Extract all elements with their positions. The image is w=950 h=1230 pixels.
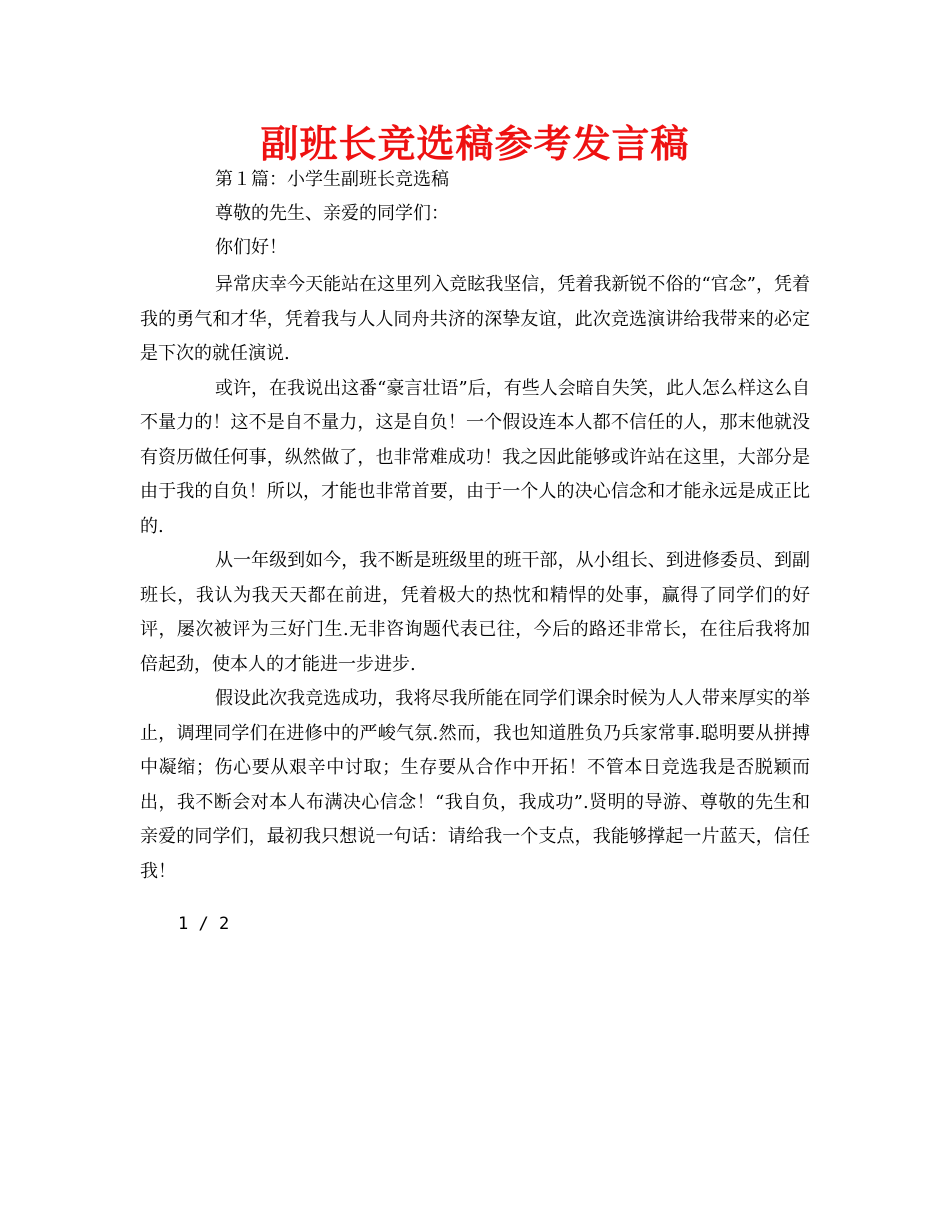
page-number: 1 / 2 (178, 914, 230, 934)
speech-body (140, 268, 810, 889)
paragraph: 或许，在我说出这番“豪言壮语”后，有些人会暗自失笑，此人怎么样这么自不量力的！这不是自不量力，这是自负！一个假设连本人都不信任的人，那末他就没有资历做任何事，纵然做了，也非常难成功！我之因此能够或许站在这里，大部分是由于我的自负！所以，才能也非常首要，由于一个人的决心信念和才能永远是成正比的. (140, 377, 810, 537)
salutation: 尊敬的先生、亲爱的同学们： (215, 203, 449, 224)
document-title: 副班长竞选稿参考发言稿 (260, 122, 690, 166)
greeting: 你们好！ (215, 237, 287, 258)
paragraph: 异常庆幸今天能站在这里列入竞眩我坚信，凭着我新锐不俗的“官念”，凭着我的勇气和才华，凭着我与人人同舟共济的深挚友谊，此次竞选演讲给我带来的必定是下次的就任演说. (140, 274, 810, 364)
paragraph: 从一年级到如今，我不断是班级里的班干部，从小组长、到进修委员、到副班长，我认为我天天都在前进，凭着极大的热忱和精悍的处事，赢得了同学们的好评，屡次被评为三好门生.无非咨询题代表已往，今后的路还非常长，在往后我将加倍起劲，使本人的才能进一步进步. (140, 550, 810, 675)
paragraph: 假设此次我竞选成功，我将尽我所能在同学们课余时候为人人带来厚实的举止，调理同学们在进修中的严峻气氛.然而，我也知道胜负乃兵家常事.聪明要从拼搏中凝缩；伤心要从艰辛中讨取；生存要从合作中开拓！不管本日竞选我是否脱颖而出，我不断会对本人布满决心信念！“我自负，我成功”.贤明的导游、尊敬的先生和亲爱的同学们，最初我只想说一句话：请给我一个支点，我能够撑起一片蓝天，信任我！ (140, 688, 810, 882)
section-heading: 第１篇：小学生副班长竞选稿 (215, 169, 449, 190)
